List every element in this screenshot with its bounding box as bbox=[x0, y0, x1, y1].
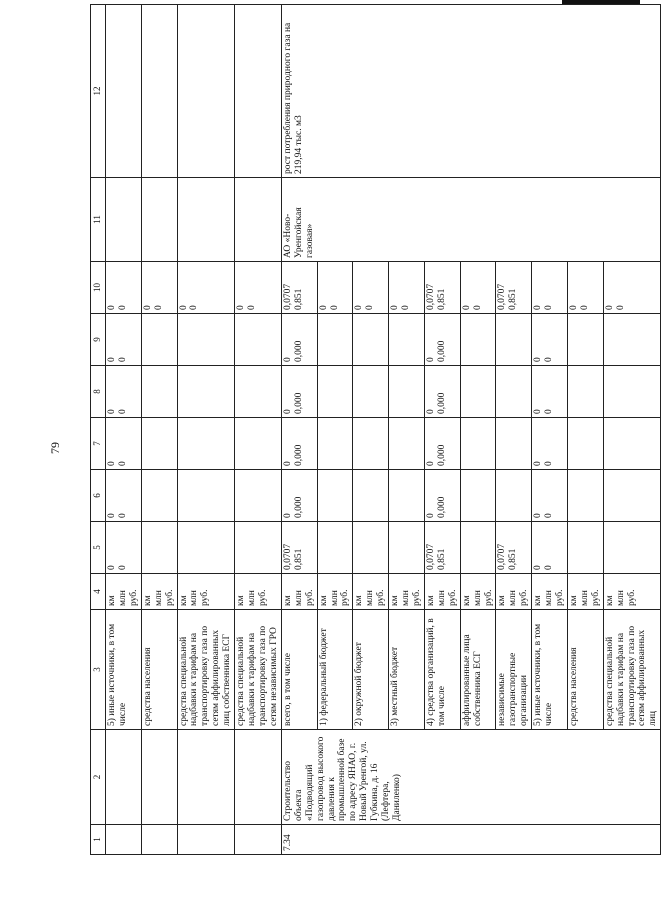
value-km: 0 bbox=[107, 305, 117, 310]
value-km: 0 bbox=[282, 357, 293, 362]
value-mln-rub: 0 bbox=[117, 357, 128, 362]
value-cell bbox=[235, 522, 282, 574]
value-km: 0 bbox=[604, 305, 615, 310]
value-km: 0,0707 bbox=[425, 283, 436, 310]
blank-cell bbox=[106, 825, 142, 855]
value-cell bbox=[532, 522, 568, 574]
value-mln-rub: 0 bbox=[544, 513, 555, 518]
unit-km: км bbox=[604, 595, 615, 606]
unit-mln-rub: млн руб. bbox=[508, 589, 530, 606]
value-km: 0 bbox=[178, 305, 189, 310]
blank-cell bbox=[235, 5, 282, 178]
unit-km: км bbox=[390, 595, 401, 606]
source-label: средства специальной надбавки к тарифам на транспортировку газа по сетям независимых ГРО bbox=[235, 610, 282, 730]
value-km: 0 bbox=[533, 409, 544, 414]
column-number: 7 bbox=[91, 418, 106, 470]
value-cell bbox=[353, 522, 389, 574]
value-cell bbox=[353, 262, 389, 314]
value-km: 0,0707 bbox=[282, 543, 293, 570]
value-mln-rub: 0 bbox=[117, 461, 128, 466]
unit-cell bbox=[567, 574, 603, 610]
value-cell bbox=[389, 522, 425, 574]
unit-mln-rub: млн руб. bbox=[472, 589, 494, 606]
value-cell bbox=[317, 262, 353, 314]
value-mln-rub: 0,000 bbox=[436, 496, 447, 518]
value-cell bbox=[141, 366, 177, 418]
unit-cell bbox=[177, 574, 235, 610]
value-cell bbox=[460, 366, 496, 418]
value-cell bbox=[460, 470, 496, 522]
value-cell bbox=[235, 366, 282, 418]
value-cell bbox=[141, 262, 177, 314]
unit-mln-rub: млн руб. bbox=[579, 589, 601, 606]
value-cell bbox=[496, 314, 532, 366]
unit-km: км bbox=[178, 595, 189, 606]
value-cell bbox=[567, 522, 603, 574]
unit-cell bbox=[353, 574, 389, 610]
value-cell bbox=[496, 470, 532, 522]
page-number: 79 bbox=[47, 442, 62, 454]
value-cell bbox=[141, 522, 177, 574]
value-mln-rub: 0 bbox=[544, 357, 555, 362]
value-mln-rub: 0 bbox=[189, 305, 200, 310]
table-body bbox=[91, 5, 661, 855]
unit-mln-rub: млн руб. bbox=[544, 589, 566, 606]
value-cell bbox=[603, 418, 661, 470]
value-cell bbox=[281, 470, 317, 522]
value-cell bbox=[106, 314, 142, 366]
value-km: 0 bbox=[425, 357, 436, 362]
continuation-row bbox=[177, 5, 235, 855]
value-cell bbox=[141, 314, 177, 366]
blank-cell bbox=[177, 825, 235, 855]
column-number: 8 bbox=[91, 366, 106, 418]
unit-km: км bbox=[497, 595, 508, 606]
value-cell bbox=[317, 470, 353, 522]
value-cell bbox=[177, 262, 235, 314]
value-mln-rub: 0,851 bbox=[293, 288, 304, 310]
value-cell bbox=[567, 262, 603, 314]
executor-cell: АО «Ново-Уренгойская газовая» bbox=[281, 178, 661, 262]
value-cell bbox=[460, 418, 496, 470]
unit-cell bbox=[106, 574, 142, 610]
value-mln-rub: 0 bbox=[544, 461, 555, 466]
value-cell bbox=[177, 418, 235, 470]
unit-cell bbox=[496, 574, 532, 610]
source-label: 5) иные источники, в том числе bbox=[106, 610, 142, 730]
source-label: средства населения bbox=[141, 610, 177, 730]
value-cell bbox=[424, 262, 460, 314]
value-mln-rub: 0 bbox=[544, 409, 555, 414]
unit-cell bbox=[532, 574, 568, 610]
unit-km: км bbox=[354, 595, 365, 606]
value-mln-rub: 0 bbox=[117, 305, 128, 310]
object-number: 7.34 bbox=[281, 825, 661, 855]
value-cell bbox=[567, 314, 603, 366]
value-cell bbox=[603, 314, 661, 366]
value-cell bbox=[353, 470, 389, 522]
unit-km: км bbox=[461, 595, 472, 606]
value-cell bbox=[281, 418, 317, 470]
value-cell bbox=[389, 262, 425, 314]
value-km: 0,0707 bbox=[497, 543, 508, 570]
value-mln-rub: 0,000 bbox=[293, 444, 304, 466]
value-cell bbox=[532, 366, 568, 418]
value-km: 0 bbox=[568, 305, 579, 310]
value-mln-rub: 0,000 bbox=[293, 340, 304, 362]
value-cell bbox=[389, 314, 425, 366]
value-cell bbox=[532, 314, 568, 366]
unit-cell bbox=[317, 574, 353, 610]
column-number: 12 bbox=[91, 5, 106, 178]
value-mln-rub: 0,851 bbox=[508, 288, 519, 310]
value-cell bbox=[424, 470, 460, 522]
source-label: средства специальной надбавки к тарифам на транспортировку газа по сетям аффилированных лиц собственника ЕСГ bbox=[177, 610, 235, 730]
value-cell bbox=[603, 470, 661, 522]
value-cell bbox=[281, 314, 317, 366]
value-km: 0 bbox=[354, 305, 365, 310]
blank-cell bbox=[106, 730, 142, 825]
value-cell bbox=[106, 262, 142, 314]
value-cell bbox=[389, 470, 425, 522]
unit-km: км bbox=[142, 595, 153, 606]
value-km: 0 bbox=[107, 513, 117, 518]
blank-cell bbox=[106, 178, 142, 262]
column-number: 11 bbox=[91, 178, 106, 262]
value-km: 0 bbox=[425, 461, 436, 466]
value-km: 0,0707 bbox=[425, 543, 436, 570]
value-cell bbox=[389, 366, 425, 418]
value-km: 0 bbox=[107, 461, 117, 466]
value-cell bbox=[353, 314, 389, 366]
value-cell bbox=[235, 418, 282, 470]
source-label: средства специальной надбавки к тарифам на транспортировку газа по сетям аффилированных лиц bbox=[603, 610, 661, 730]
unit-mln-rub: млн руб. bbox=[436, 589, 458, 606]
unit-cell bbox=[281, 574, 317, 610]
column-number: 10 bbox=[91, 262, 106, 314]
column-number: 5 bbox=[91, 522, 106, 574]
value-mln-rub: 0 bbox=[117, 513, 128, 518]
unit-cell bbox=[235, 574, 282, 610]
value-km: 0 bbox=[390, 305, 401, 310]
value-cell bbox=[603, 522, 661, 574]
value-km: 0,0707 bbox=[497, 283, 508, 310]
value-cell bbox=[281, 262, 317, 314]
value-cell bbox=[106, 470, 142, 522]
funding-table bbox=[90, 4, 661, 855]
unit-km: км bbox=[236, 595, 247, 606]
value-mln-rub: 0,851 bbox=[436, 288, 447, 310]
value-cell bbox=[424, 418, 460, 470]
value-km: 0 bbox=[318, 305, 329, 310]
source-label: 2) окружной бюджет bbox=[353, 610, 389, 730]
value-km: 0 bbox=[236, 305, 247, 310]
column-number: 1 bbox=[91, 825, 106, 855]
continuation-row bbox=[106, 5, 142, 855]
value-cell bbox=[106, 366, 142, 418]
value-cell bbox=[177, 314, 235, 366]
source-label: аффилированные лица собственника ЕСГ bbox=[460, 610, 496, 730]
value-cell bbox=[106, 418, 142, 470]
value-mln-rub: 0,000 bbox=[436, 392, 447, 414]
value-cell bbox=[460, 314, 496, 366]
value-km: 0 bbox=[425, 409, 436, 414]
value-km: 0 bbox=[107, 409, 117, 414]
unit-cell bbox=[424, 574, 460, 610]
unit-km: км bbox=[282, 595, 293, 606]
value-mln-rub: 0 bbox=[544, 305, 555, 310]
value-cell bbox=[460, 262, 496, 314]
value-mln-rub: 0 bbox=[615, 305, 626, 310]
object-row bbox=[281, 5, 317, 855]
unit-cell bbox=[460, 574, 496, 610]
value-km: 0 bbox=[461, 305, 472, 310]
blank-cell bbox=[235, 825, 282, 855]
blank-cell bbox=[141, 730, 177, 825]
value-cell bbox=[235, 314, 282, 366]
value-cell bbox=[235, 262, 282, 314]
blank-cell bbox=[235, 730, 282, 825]
continuation-row bbox=[235, 5, 282, 855]
source-label: средства населения bbox=[567, 610, 603, 730]
note-cell: рост потребления природного газа на 219,94 тыс. м3 bbox=[281, 5, 661, 178]
value-cell bbox=[496, 366, 532, 418]
value-cell bbox=[532, 470, 568, 522]
source-label: 3) местный бюджет bbox=[389, 610, 425, 730]
value-cell bbox=[141, 418, 177, 470]
unit-mln-rub: млн руб. bbox=[401, 589, 422, 606]
column-number-row bbox=[91, 5, 106, 855]
value-cell bbox=[603, 366, 661, 418]
value-km: 0 bbox=[425, 513, 436, 518]
value-cell bbox=[424, 366, 460, 418]
unit-mln-rub: млн руб. bbox=[293, 589, 315, 606]
value-mln-rub: 0,851 bbox=[508, 548, 519, 570]
value-km: 0 bbox=[142, 305, 153, 310]
value-cell bbox=[496, 522, 532, 574]
unit-mln-rub: млн руб. bbox=[615, 589, 637, 606]
value-cell bbox=[424, 314, 460, 366]
source-label: независимые газотранспортные организации bbox=[496, 610, 532, 730]
value-km: 0,0707 bbox=[282, 283, 293, 310]
value-cell bbox=[281, 522, 317, 574]
value-mln-rub: 0 bbox=[401, 305, 412, 310]
blank-cell bbox=[235, 178, 282, 262]
rotated-table-container bbox=[90, 22, 659, 855]
value-cell bbox=[106, 522, 142, 574]
value-mln-rub: 0,000 bbox=[436, 340, 447, 362]
value-cell bbox=[532, 262, 568, 314]
value-km: 0 bbox=[282, 461, 293, 466]
blank-cell bbox=[141, 5, 177, 178]
unit-cell bbox=[389, 574, 425, 610]
value-cell bbox=[603, 262, 661, 314]
object-name: Строительство объекта «Подводящий газопровод высокого давления к промышленной базе по адресу ЯНАО, г. Новый Уренгой, ул. Губкина, д. 16 (Лефтера, Даниленко) bbox=[281, 730, 661, 825]
unit-cell bbox=[603, 574, 661, 610]
unit-km: км bbox=[425, 595, 436, 606]
value-km: 0 bbox=[533, 357, 544, 362]
value-km: 0 bbox=[107, 357, 117, 362]
value-mln-rub: 0 bbox=[329, 305, 340, 310]
blank-cell bbox=[106, 5, 142, 178]
column-number: 3 bbox=[91, 610, 106, 730]
unit-mln-rub: млн руб. bbox=[329, 589, 351, 606]
value-cell bbox=[235, 470, 282, 522]
value-mln-rub: 0,851 bbox=[293, 548, 304, 570]
unit-mln-rub: млн руб. bbox=[117, 589, 139, 606]
value-km: 0 bbox=[533, 513, 544, 518]
value-cell bbox=[567, 366, 603, 418]
value-cell bbox=[177, 522, 235, 574]
value-cell bbox=[532, 418, 568, 470]
source-label: 4) средства организаций, в том числе bbox=[424, 610, 460, 730]
unit-km: км bbox=[107, 595, 117, 606]
source-label: 5) иные источники, в том числе bbox=[532, 610, 568, 730]
blank-cell bbox=[177, 730, 235, 825]
value-mln-rub: 0,000 bbox=[293, 392, 304, 414]
value-cell bbox=[460, 522, 496, 574]
blank-cell bbox=[141, 825, 177, 855]
value-km: 0 bbox=[107, 565, 117, 570]
value-cell bbox=[141, 470, 177, 522]
column-number: 6 bbox=[91, 470, 106, 522]
value-cell bbox=[317, 418, 353, 470]
value-mln-rub: 0 bbox=[472, 305, 483, 310]
value-mln-rub: 0,000 bbox=[293, 496, 304, 518]
column-number: 9 bbox=[91, 314, 106, 366]
continuation-row bbox=[141, 5, 177, 855]
value-km: 0 bbox=[533, 461, 544, 466]
unit-cell bbox=[141, 574, 177, 610]
value-cell bbox=[317, 314, 353, 366]
value-cell bbox=[177, 470, 235, 522]
blank-cell bbox=[177, 5, 235, 178]
column-number: 2 bbox=[91, 730, 106, 825]
value-km: 0 bbox=[533, 565, 544, 570]
value-mln-rub: 0 bbox=[117, 409, 128, 414]
unit-km: км bbox=[568, 595, 579, 606]
value-cell bbox=[353, 418, 389, 470]
value-cell bbox=[496, 262, 532, 314]
source-label: 1) федеральный бюджет bbox=[317, 610, 353, 730]
value-cell bbox=[389, 418, 425, 470]
unit-mln-rub: млн руб. bbox=[189, 589, 211, 606]
value-cell bbox=[424, 522, 460, 574]
value-km: 0 bbox=[282, 409, 293, 414]
value-mln-rub: 0 bbox=[365, 305, 376, 310]
value-km: 0 bbox=[533, 305, 544, 310]
value-mln-rub: 0,851 bbox=[436, 548, 447, 570]
value-mln-rub: 0 bbox=[117, 565, 128, 570]
source-label: всего, в том числе bbox=[281, 610, 317, 730]
unit-mln-rub: млн руб. bbox=[365, 589, 387, 606]
unit-mln-rub: млн руб. bbox=[247, 589, 268, 606]
blank-cell bbox=[141, 178, 177, 262]
value-cell bbox=[317, 366, 353, 418]
column-number: 4 bbox=[91, 574, 106, 610]
value-cell bbox=[567, 470, 603, 522]
value-cell bbox=[567, 418, 603, 470]
value-cell bbox=[496, 418, 532, 470]
blank-cell bbox=[177, 178, 235, 262]
value-km: 0 bbox=[282, 513, 293, 518]
value-cell bbox=[177, 366, 235, 418]
value-mln-rub: 0 bbox=[153, 305, 164, 310]
value-cell bbox=[281, 366, 317, 418]
unit-mln-rub: млн руб. bbox=[153, 589, 175, 606]
unit-km: км bbox=[318, 595, 329, 606]
value-mln-rub: 0 bbox=[544, 565, 555, 570]
value-mln-rub: 0,000 bbox=[436, 444, 447, 466]
value-mln-rub: 0 bbox=[247, 305, 258, 310]
value-mln-rub: 0 bbox=[579, 305, 590, 310]
unit-km: км bbox=[533, 595, 544, 606]
value-cell bbox=[353, 366, 389, 418]
value-cell bbox=[317, 522, 353, 574]
